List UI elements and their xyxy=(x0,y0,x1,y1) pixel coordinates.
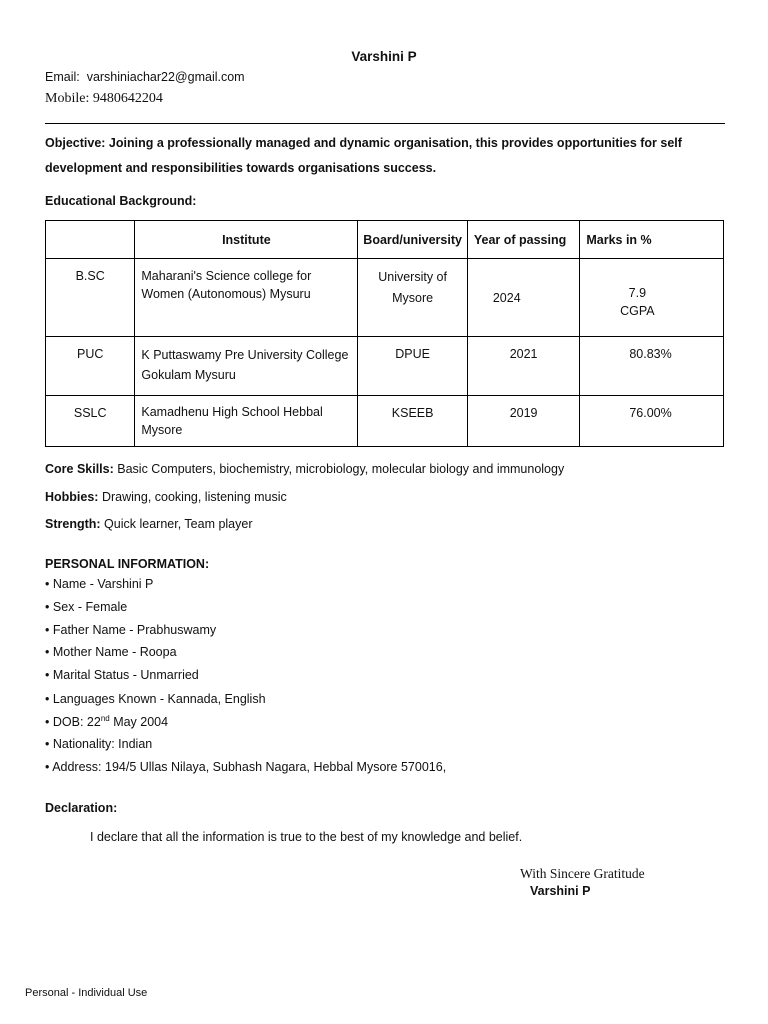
footer-classification: Personal - Individual Use xyxy=(25,987,148,999)
table-cell: SSLC xyxy=(46,396,135,447)
list-item-dob: • DOB: 22nd May 2004 xyxy=(45,714,169,730)
core-skills-text: Basic Computers, biochemistry, microbiology, molecular biology and immunology xyxy=(117,462,565,476)
table-cell: DPUE xyxy=(358,337,467,396)
hobbies-text: Drawing, cooking, listening music xyxy=(101,490,287,504)
objective-text: Joining a professionally managed and dynamic organisation, this provides opportunities for self development and responsibilities towards organisations success. xyxy=(45,136,682,175)
list-item: • Nationality: Indian xyxy=(45,737,153,751)
list-item: • Mother Name - Roopa xyxy=(45,645,177,659)
list-item: • Marital Status - Unmarried xyxy=(45,668,199,682)
table-cell: Maharani's Science college for Women (Autonomous) Mysuru xyxy=(135,259,358,337)
mobile-value: 9480642204 xyxy=(92,91,163,106)
strength-line xyxy=(45,517,253,531)
table-cell: 2024 xyxy=(467,259,579,337)
table-header-row xyxy=(46,221,724,259)
table-cell: PUC xyxy=(46,337,135,396)
list-item: • Father Name - Prabhuswamy xyxy=(45,623,217,637)
mobile-line xyxy=(45,91,163,107)
table-row xyxy=(46,259,724,337)
declaration-heading: Declaration: xyxy=(45,801,118,815)
header-divider xyxy=(45,123,725,124)
table-row xyxy=(46,396,724,447)
table-cell: University of Mysore xyxy=(358,259,467,337)
table-cell: 7.9 CGPA xyxy=(580,259,724,337)
table-header-cell xyxy=(46,221,135,259)
table-cell: 80.83% xyxy=(580,337,724,396)
personal-info-heading: PERSONAL INFORMATION: xyxy=(45,557,210,571)
core-skills-label: Core Skills: xyxy=(45,462,114,476)
table-header-cell: Institute xyxy=(135,221,358,259)
objective-label: Objective: xyxy=(45,136,106,150)
table-header-cell: Year of passing xyxy=(467,221,579,259)
table-row xyxy=(46,337,724,396)
core-skills-line xyxy=(45,462,564,476)
table-cell: 76.00% xyxy=(580,396,724,447)
table-cell: KSEEB xyxy=(358,396,467,447)
email-line xyxy=(45,70,245,84)
table-cell: K Puttaswamy Pre University College Gokulam Mysuru xyxy=(135,337,358,396)
table-header-cell: Board/university xyxy=(358,221,467,259)
signature-name: Varshini P xyxy=(530,884,591,898)
list-item: • Address: 194/5 Ullas Nilaya, Subhash Nagara, Hebbal Mysore 570016, xyxy=(45,760,447,774)
table-header-cell: Marks in % xyxy=(580,221,724,259)
hobbies-line xyxy=(45,490,287,504)
education-heading: Educational Background: xyxy=(45,194,197,208)
declaration-text: I declare that all the information is true to the best of my knowledge and belief. xyxy=(90,830,523,844)
strength-text: Quick learner, Team player xyxy=(104,517,253,531)
education-table xyxy=(45,220,724,447)
table-cell: 2021 xyxy=(467,337,579,396)
table-cell: 2019 xyxy=(467,396,579,447)
list-item: • Name - Varshini P xyxy=(45,577,154,591)
resume-name-title: Varshini P xyxy=(351,49,417,64)
email-value: varshiniachar22@gmail.com xyxy=(86,70,245,84)
list-item: • Sex - Female xyxy=(45,600,128,614)
objective-paragraph xyxy=(45,131,725,181)
hobbies-label: Hobbies: xyxy=(45,490,99,504)
email-label: Email: xyxy=(45,70,80,84)
strength-label: Strength: xyxy=(45,517,101,531)
mobile-label: Mobile: xyxy=(45,91,90,106)
closing-text: With Sincere Gratitude xyxy=(520,866,645,881)
list-item: • Languages Known - Kannada, English xyxy=(45,692,266,706)
table-cell: Kamadhenu High School Hebbal Mysore xyxy=(135,396,358,447)
table-cell: B.SC xyxy=(46,259,135,337)
